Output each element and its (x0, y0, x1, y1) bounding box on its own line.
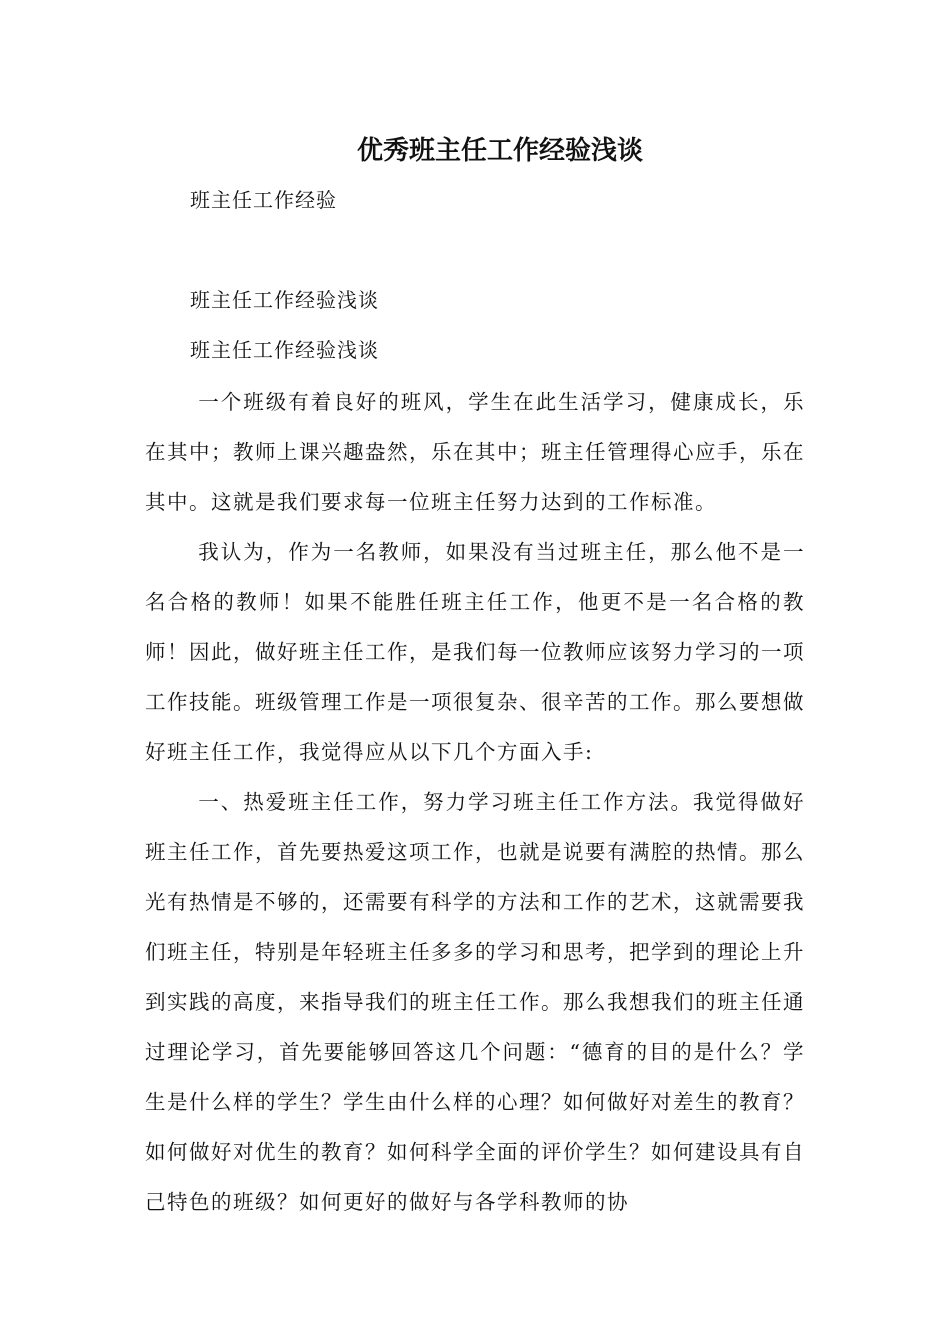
paragraph-class-atmosphere: 一个班级有着良好的班风，学生在此生活学习，健康成长，乐在其中；教师上课兴趣盎然，乐在其中；班主任管理得心应手，乐在其中。这就是我们要求每一位班主任努力达到的工作标准。 (145, 390, 805, 514)
subheading-work-experience: 班主任工作经验 (190, 188, 337, 212)
paragraph-qualified-teacher: 我认为，作为一名教师，如果没有当过班主任，那么他不是一名合格的教师！如果不能胜任班主任工作，他更不是一名合格的教师！因此，做好班主任工作，是我们每一位教师应该努力学习的一项工作技能。班级管理工作是一项很复杂、很辛苦的工作。那么要想做好班主任工作，我觉得应从以下几个方面入手: (145, 540, 805, 764)
subheading-experience-talk-2: 班主任工作经验浅谈 (190, 338, 379, 362)
document-title: 优秀班主任工作经验浅谈 (356, 136, 643, 166)
subheading-experience-talk-1: 班主任工作经验浅谈 (190, 288, 379, 312)
paragraph-love-the-work: 一、热爱班主任工作，努力学习班主任工作方法。我觉得做好班主任工作，首先要热爱这项工作，也就是说要有满腔的热情。那么光有热情是不够的，还需要有科学的方法和工作的艺术，这就需要我们班主任，特别是年轻班主任多多的学习和思考，把学到的理论上升到实践的高度，来指导我们的班主任工作。那么我想我们的班主任通过理论学习，首先要能够回答这几个问题：“德育的目的是什么？学生是什么样的学生？学生由什么样的心理？如何做好对差生的教育？如何做好对优生的教育？如何科学全面的评价学生？如何建设具有自己特色的班级？如何更好的做好与各学科教师的协 (145, 790, 805, 1214)
